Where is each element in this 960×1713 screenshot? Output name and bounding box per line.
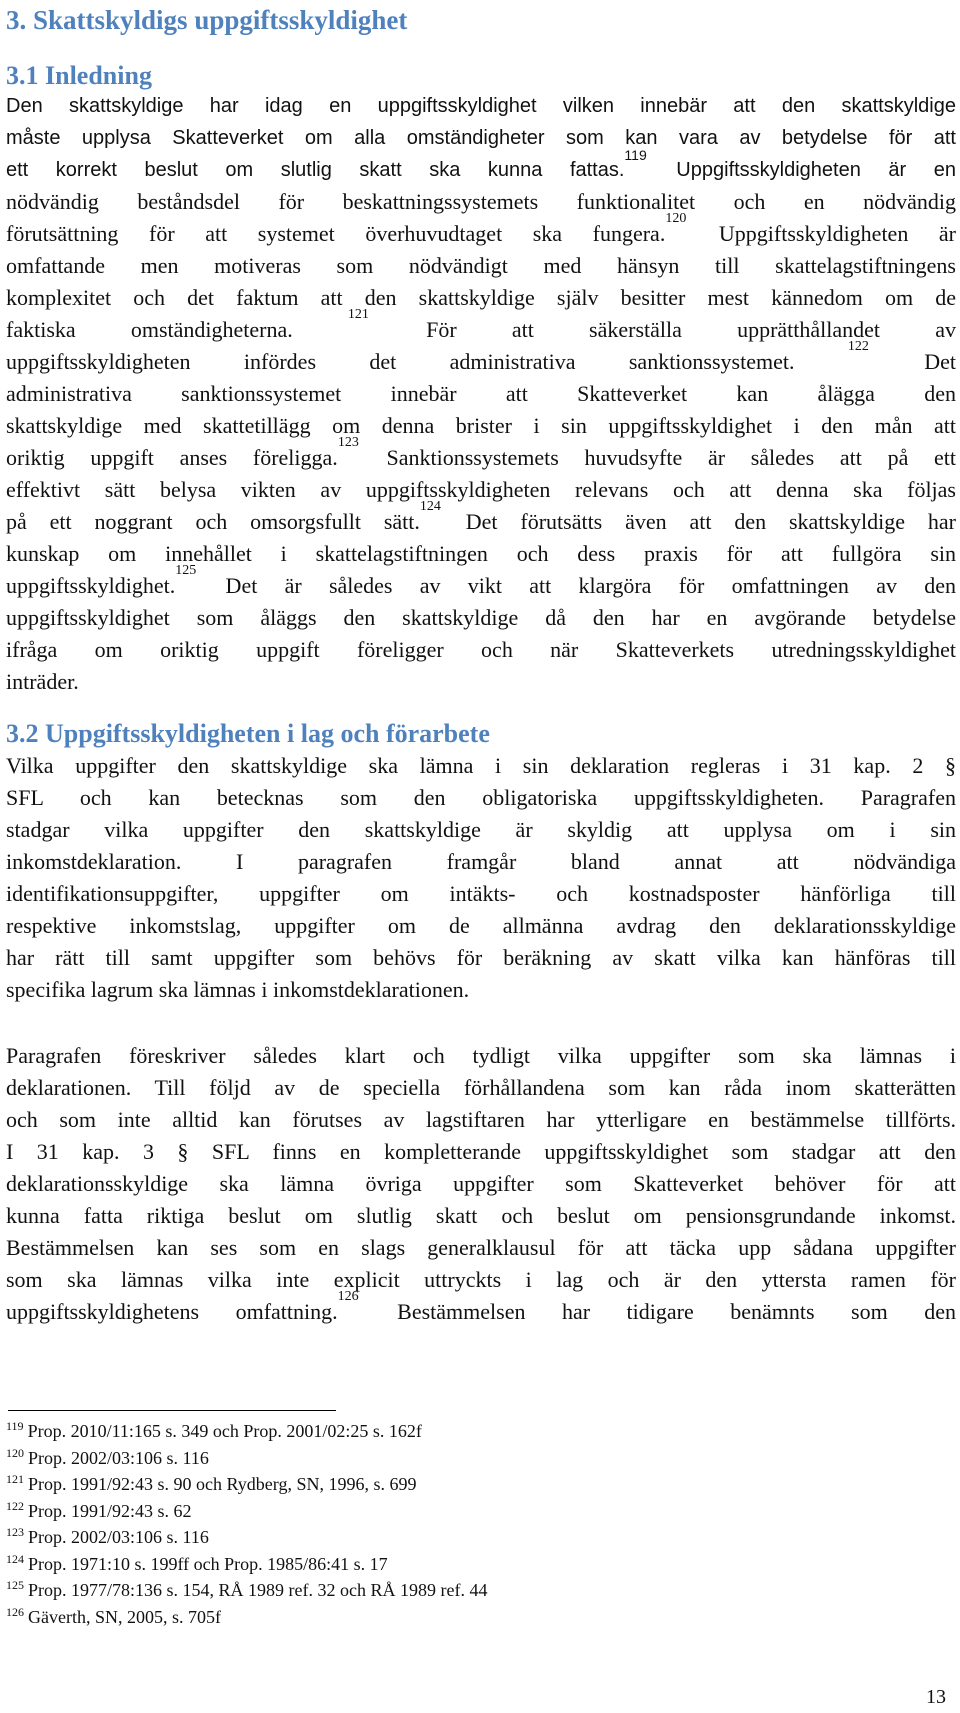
text-segment: faktiska omständigheterna. — [6, 317, 348, 342]
text-segment: deklarationsskyldige ska lämna övriga uppgifter som Skatteverket behöver för att — [6, 1171, 956, 1196]
text-segment: ifråga om oriktig uppgift föreligger och när Skatteverkets utredningsskyldighet — [6, 637, 956, 662]
text-line — [6, 1136, 956, 1168]
section-heading-uppgiftsskyldigheten: 3.2 Uppgiftsskyldigheten i lag och förarbete — [6, 719, 490, 748]
text-segment: effektivt sätt belysa vikten av uppgiftsskyldigheten relevans och att denna ska följas — [6, 477, 956, 502]
footnote — [6, 1551, 906, 1577]
footnote-reference: 126 — [337, 1289, 359, 1304]
text-segment: inkomstdeklaration. I paragrafen framgår bland annat att nödvändiga — [6, 849, 956, 874]
footnote — [6, 1418, 906, 1444]
text-line — [6, 634, 956, 666]
footnote-number: 119 — [6, 1419, 24, 1433]
text-segment: som ska lämnas vilka inte explicit uttryckts i lag och är den yttersta ramen för — [6, 1267, 956, 1292]
text-segment: SFL och kan betecknas som den obligatoriska uppgiftsskyldigheten. Paragrafen — [6, 785, 956, 810]
text-segment: uppgiftsskyldighetens omfattning. — [6, 1299, 338, 1324]
text-segment: kunna fatta riktiga beslut om slutlig skatt och beslut om pensionsgrundande inkomst. — [6, 1203, 956, 1228]
text-line — [6, 846, 956, 878]
footnote-number: 124 — [6, 1551, 24, 1566]
footnote-number: 126 — [6, 1604, 24, 1619]
text-segment: förutsättning för att systemet överhuvudtaget ska fungera. — [6, 221, 666, 246]
text-segment: uppgiftsskyldighet som åläggs den skattskyldige då den har en avgörande betydelse — [6, 605, 956, 630]
footnote-text: Gäverth, SN, 2005, s. 705f — [28, 1606, 221, 1627]
text-line — [6, 1072, 956, 1104]
text-line — [6, 750, 956, 782]
text-line — [6, 910, 956, 942]
text-segment: omfattande men motiveras som nödvändigt med hänsyn till skattelagstiftningens — [6, 253, 956, 278]
text-line — [6, 339, 957, 378]
text-segment: stadgar vilka uppgifter den skattskyldige är skyldig att upplysa om i sin — [6, 817, 956, 842]
text-segment: komplexitet och det faktum att den skattskyldige själv besitter mest kännedom om de — [6, 285, 956, 310]
text-line — [6, 602, 956, 634]
text-segment: Den skattskyldige har idag en uppgiftsskyldighet vilken innebär att den skattskyldige — [6, 95, 956, 117]
text-line — [6, 1264, 956, 1296]
text-segment: skattskyldige med skattetillägg om denna brister i sin uppgiftsskyldighet i den mån att — [6, 413, 956, 438]
text-segment: på ett noggrant och omsorgsfullt sätt. — [6, 509, 420, 534]
footnote-reference: 124 — [419, 499, 441, 514]
text-line — [6, 563, 956, 602]
footnote-number: 120 — [6, 1445, 24, 1460]
text-line — [6, 307, 956, 346]
text-segment: administrativa sanktionssystemet innebär att Skatteverket kan ålägga den — [6, 381, 956, 406]
footnote-text: Prop. 1991/92:43 s. 90 och Rydberg, SN, 1996, s. 699 — [28, 1474, 417, 1494]
text-segment: oriktig uppgift anses föreligga. — [6, 445, 338, 470]
text-segment: För att säkerställa upprätthållandet av — [370, 317, 956, 342]
text-segment: Bestämmelsen har tidigare benämnts som den — [360, 1299, 956, 1324]
text-line — [6, 186, 956, 218]
text-line — [6, 499, 956, 538]
text-line — [6, 410, 956, 442]
text-line — [6, 211, 956, 250]
text-segment: identifikationsuppgifter, uppgifter om intäkts- och kostnadsposter hänförliga till — [6, 881, 956, 906]
text-segment: kunskap om innehållet i skattelagstiftningen och dess praxis för att fullgöra sin — [6, 541, 956, 566]
text-line — [6, 814, 956, 846]
footnote-number: 123 — [6, 1525, 24, 1539]
footnote-text: Prop. 2010/11:165 s. 349 och Prop. 2001/02:25 s. 162f — [27, 1421, 422, 1441]
text-line — [6, 1200, 956, 1232]
footnote — [6, 1445, 906, 1471]
footnote-text: Prop. 2002/03:106 s. 116 — [28, 1527, 209, 1547]
text-line — [6, 666, 956, 698]
footnote-text: Prop. 1991/92:43 s. 62 — [28, 1500, 192, 1521]
text-segment: respektive inkomstslag, uppgifter om de allmänna avdrag den deklarationsskyldige — [6, 913, 956, 938]
footnote-number: 125 — [6, 1578, 24, 1592]
footnote-text: Prop. 1971:10 s. 199ff och Prop. 1985/86:41 s. 17 — [28, 1553, 388, 1574]
footnote-reference: 119 — [624, 147, 647, 163]
footnote-number: 121 — [6, 1472, 24, 1486]
footnote-separator — [8, 1410, 336, 1411]
section-heading-inledning: 3.1 Inledning — [6, 61, 152, 90]
text-line — [6, 942, 956, 974]
footnote-text: Prop. 1977/78:136 s. 154, RÅ 1989 ref. 32 och RÅ 1989 ref. 44 — [28, 1580, 488, 1600]
footnote — [6, 1524, 906, 1550]
footnote — [6, 1577, 906, 1603]
text-line — [6, 147, 956, 186]
text-line — [6, 474, 956, 506]
text-segment: Sanktionssystemets huvudsyfte är således att på ett — [360, 445, 957, 470]
text-line — [6, 1040, 956, 1072]
text-segment: Vilka uppgifter den skattskyldige ska lämna i sin deklaration regleras i 31 kap. 2 § — [6, 753, 956, 778]
text-segment: Uppgiftsskyldigheten är — [688, 221, 956, 246]
footnote — [6, 1471, 906, 1497]
text-segment: Paragrafen föreskriver således klart och tydligt vilka uppgifter som ska lämnas i — [6, 1043, 956, 1068]
text-segment: Det — [870, 349, 957, 374]
text-line — [6, 250, 956, 282]
text-line — [6, 782, 956, 814]
text-line — [6, 282, 956, 314]
text-segment: uppgiftsskyldigheten infördes det administrativa sanktionssystemet. — [6, 349, 848, 374]
text-segment: måste upplysa Skatteverket om alla omständigheter som kan vara av betydelse för att — [6, 127, 956, 149]
footnote-reference: 125 — [175, 563, 197, 578]
text-line — [6, 538, 956, 570]
footnote-reference: 120 — [665, 211, 687, 226]
text-line — [6, 122, 956, 154]
footnote — [6, 1604, 906, 1630]
text-line — [6, 1232, 956, 1264]
text-segment: och som inte alltid kan förutses av lagstiftaren har ytterligare en bestämmelse tillförts. — [6, 1107, 956, 1132]
text-segment: inträder. — [6, 669, 79, 694]
text-line — [6, 1289, 956, 1328]
text-segment: Det är således av vikt att klargöra för omfattningen av den — [198, 573, 956, 598]
text-line — [6, 1104, 956, 1136]
text-line — [6, 90, 956, 122]
text-segment: nödvändig beståndsdel för beskattningssystemets funktionalitet och en nödvändig — [6, 189, 956, 214]
footnote-text: Prop. 2002/03:106 s. 116 — [28, 1447, 209, 1468]
text-line — [6, 1168, 956, 1200]
text-segment: uppgiftsskyldighet. — [6, 573, 176, 598]
text-segment: Det förutsätts även att den skattskyldige har — [442, 509, 956, 534]
text-segment: I 31 kap. 3 § SFL finns en kompletterande uppgiftsskyldighet som stadgar att den — [6, 1139, 956, 1164]
text-line — [6, 435, 957, 474]
page-number: 13 — [926, 1686, 946, 1708]
text-line — [6, 378, 956, 410]
text-line — [6, 878, 956, 910]
text-segment: har rätt till samt uppgifter som behövs för beräkning av skatt vilka kan hänföras till — [6, 945, 956, 970]
footnote — [6, 1498, 906, 1524]
footnote-reference: 121 — [347, 307, 369, 322]
footnote-reference: 123 — [337, 435, 359, 450]
footnote-number: 122 — [6, 1498, 24, 1513]
text-segment: deklarationen. Till följd av de speciella förhållandena som kan råda inom skatterätten — [6, 1075, 956, 1100]
text-segment: Bestämmelsen kan ses som en slags generalklausul för att täcka upp sådana uppgifter — [6, 1235, 956, 1260]
footnote-reference: 122 — [847, 339, 869, 354]
text-segment: specifika lagrum ska lämnas i inkomstdeklarationen. — [6, 977, 470, 1002]
text-segment: ett korrekt beslut om slutlig skatt ska kunna fattas. — [6, 159, 625, 181]
text-line — [6, 974, 956, 1006]
chapter-heading: 3. Skattskyldigs uppgiftsskyldighet — [6, 5, 408, 35]
text-segment: Uppgiftsskyldigheten är en — [648, 159, 956, 181]
